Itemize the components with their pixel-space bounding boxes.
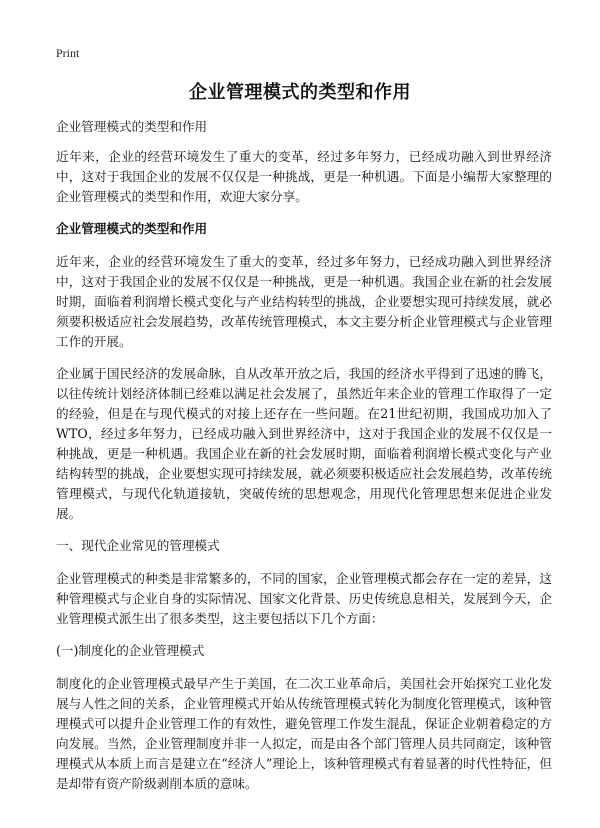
intro-paragraph: 近年来，企业的经营环境发生了重大的变革，经过多年努力，已经成功融入到世界经济中，这对于我国企业的发展不仅仅是一种挑战，更是一种机遇。下面是小编帮大家整理的企业管理模式的类型和作用，欢迎大家分享。: [56, 149, 552, 204]
subsection-heading-1: (一)制度化的企业管理模式: [56, 643, 205, 658]
paragraph-4: 制度化的企业管理模式最早产生于美国，在二次工业革命后，美国社会开始探究工业化发展与人性之间的关系，企业管理模式开始从传统管理模式转化为制度化管理模式，该种管理模式可以提升企业管理工作的有效性，避免管理工作发生混乱，保证企业朝着稳定的方向发展。当然，企业管理制度并非一人拟定，而是由各个部门管理人员共同商定，该种管理模式从本质上而言是建立在“经济人”理论上，该种管理模式有着显著的时代性特征，但是却带有资产阶级剥削本质的意味。: [56, 676, 552, 791]
paragraph-1: 近年来，企业的经营环境发生了重大的变革，经过多年努力，已经成功融入到世界经济中，这对于我国企业的发展不仅仅是一种挑战，更是一种机遇。我国企业在新的社会发展时期，面临着利润增长模式变化与产业结构转型的挑战，企业要想实现可持续发展，就必须要积极适应社会发展趋势，改革传统管理模式，本文主要分析企业管理模式与企业管理工作的开展。: [56, 254, 552, 349]
print-link[interactable]: Print: [56, 46, 80, 60]
paragraph-2: 企业属于国民经济的发展命脉，自从改革开放之后，我国的经济水平得到了迅速的腾飞，以往传统计划经济体制已经难以满足社会发展了，虽然近年来企业的管理工作取得了一定的经验，但是在与现代模式的对接上还存在一些问题。在21世纪初期，我国成功加入了WTO，经过多年努力，已经成功融入到世界经济中，这对于我国企业的发展不仅仅是一种挑战，更是一种机遇。我国企业在新的社会发展时期，面临着利润增长模式变化与产业结构转型的挑战，企业要想实现可持续发展，就必须要积极适应社会发展趋势，改革传统管理模式，与现代化轨道接轨，突破传统的思想观念，用现代化管理思想来促进企业发展。: [56, 366, 552, 521]
article-body: [56, 117, 552, 806]
section-heading-1: 一、现代企业常见的管理模式: [56, 538, 220, 553]
paragraph-3: 企业管理模式的种类是非常繁多的，不同的国家，企业管理模式都会存在一定的差异，这种管理模式与企业自身的实际情况、国家文化背景、历史传统息息相关，发展到今天，企业管理模式派生出了很多类型，这主要包括以下几个方面：: [56, 571, 552, 626]
article-heading: 企业管理模式的类型和作用: [56, 221, 208, 236]
page-title: 企业管理模式的类型和作用: [189, 82, 411, 103]
article-subtitle: 企业管理模式的类型和作用: [56, 119, 208, 134]
